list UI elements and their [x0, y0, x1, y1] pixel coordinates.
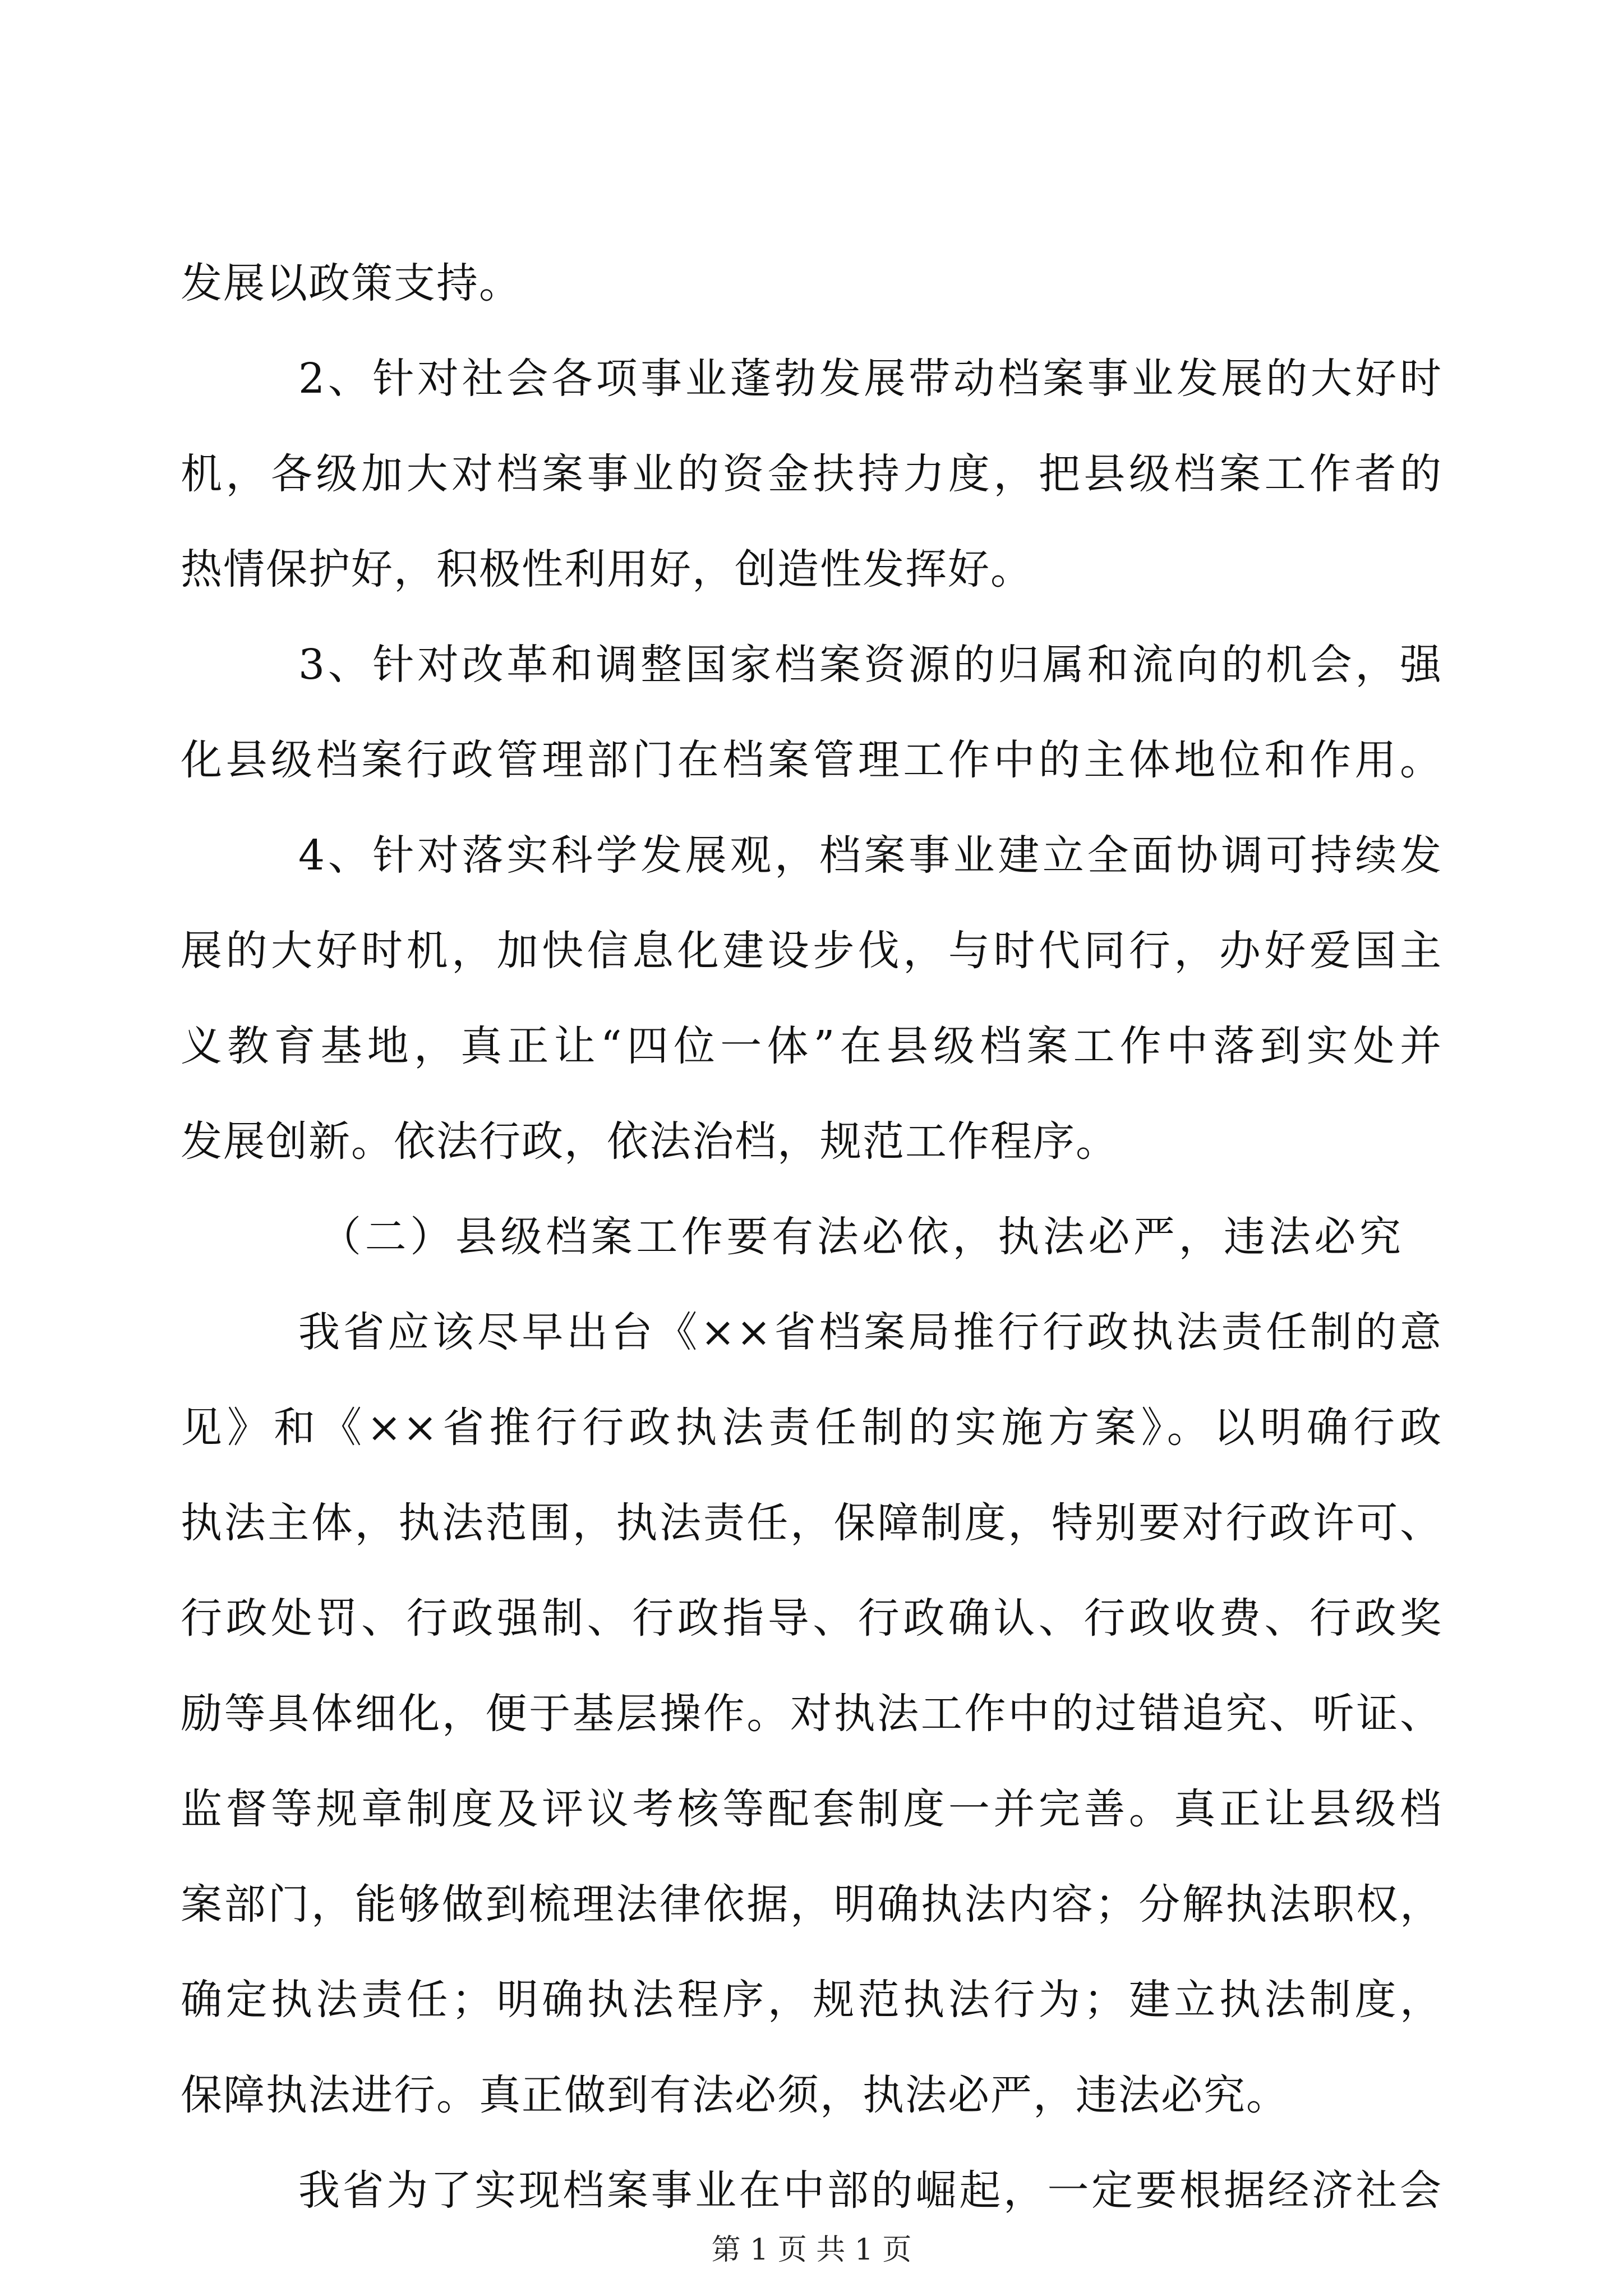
- body-line-6: 化县级档案行政管理部门在档案管理工作中的主体地位和作用。: [181, 736, 1442, 784]
- body-line-10: 发展创新。依法行政，依法治档，规范工作程序。: [181, 1117, 1118, 1166]
- body-line-9: 义教育基地，真正让“四位一体”在县级档案工作中落到实处并: [181, 1022, 1442, 1070]
- body-line-14: 执法主体，执法范围，执法责任，保障制度，特别要对行政许可、: [181, 1499, 1442, 1547]
- body-line-2: 2、针对社会各项事业蓬勃发展带动档案事业发展的大好时: [298, 355, 1442, 403]
- body-line-20: 保障执法进行。真正做到有法必须，执法必严，违法必究。: [181, 2071, 1289, 2119]
- body-line-5: 3、针对改革和调整国家档案资源的归属和流向的机会，强: [298, 641, 1442, 689]
- body-line-21: 我省为了实现档案事业在中部的崛起，一定要根据经济社会: [298, 2166, 1442, 2215]
- body-line-12: 我省应该尽早出台《××省档案局推行行政执法责任制的意: [298, 1308, 1442, 1356]
- body-line-16: 励等具体细化，便于基层操作。对执法工作中的过错追究、听证、: [181, 1690, 1442, 1738]
- body-line-4: 热情保护好，积极性利用好，创造性发挥好。: [181, 545, 1033, 593]
- body-line-1: 发展以政策支持。: [181, 259, 522, 307]
- body-line-17: 监督等规章制度及评议考核等配套制度一并完善。真正让县级档: [181, 1785, 1442, 1833]
- section-heading: （二）县级档案工作要有法必依，执法必严，违法必究: [320, 1213, 1402, 1261]
- body-line-7: 4、针对落实科学发展观，档案事业建立全面协调可持续发: [298, 831, 1442, 880]
- body-line-8: 展的大好时机，加快信息化建设步伐，与时代同行，办好爱国主: [181, 927, 1442, 975]
- body-line-3: 机，各级加大对档案事业的资金扶持力度，把县级档案工作者的: [181, 450, 1442, 498]
- page-footer: 第 1 页 共 1 页: [711, 2233, 912, 2267]
- body-line-19: 确定执法责任；明确执法程序，规范执法行为；建立执法制度，: [181, 1976, 1442, 2024]
- body-line-15: 行政处罚、行政强制、行政指导、行政确认、行政收费、行政奖: [181, 1594, 1442, 1642]
- body-line-18: 案部门，能够做到梳理法律依据，明确执法内容；分解执法职权，: [181, 1880, 1442, 1929]
- body-line-13: 见》和《××省推行行政执法责任制的实施方案》。以明确行政: [181, 1404, 1442, 1452]
